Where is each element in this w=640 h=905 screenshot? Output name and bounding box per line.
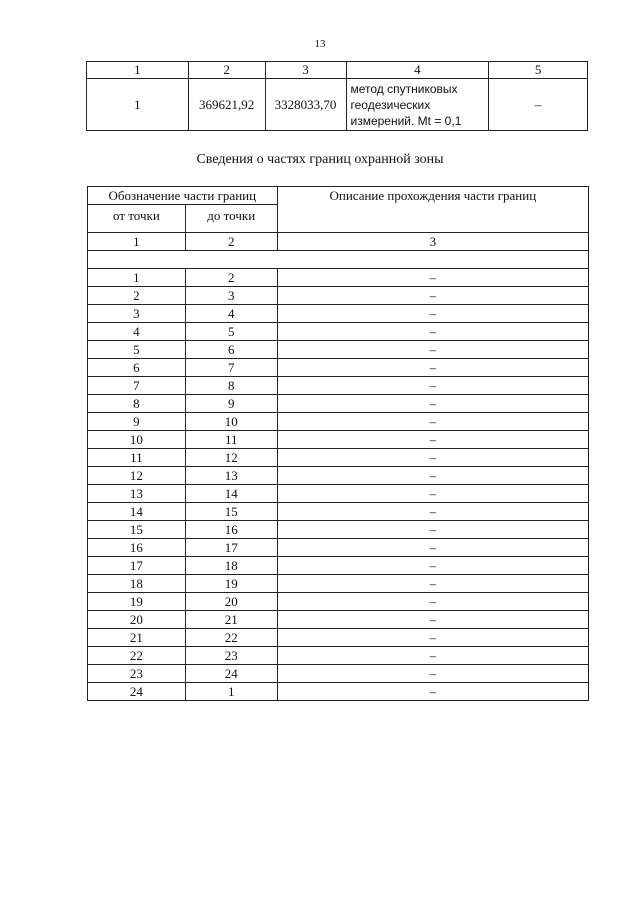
description-cell: –	[277, 647, 588, 665]
from-point-cell: 18	[88, 575, 186, 593]
from-point-cell: 19	[88, 593, 186, 611]
description-cell: –	[277, 503, 588, 521]
description-cell: –	[277, 683, 588, 701]
table-row	[88, 323, 589, 341]
from-point-cell: 6	[88, 359, 186, 377]
from-point-cell: 2	[88, 287, 186, 305]
table-row	[88, 413, 589, 431]
description-cell: –	[277, 341, 588, 359]
table-row	[88, 485, 589, 503]
to-point-cell: 15	[185, 503, 277, 521]
table-row	[88, 629, 589, 647]
from-point-cell: 16	[88, 539, 186, 557]
column-number-row	[88, 233, 589, 251]
to-point-cell: 24	[185, 665, 277, 683]
from-point-cell: 17	[88, 557, 186, 575]
description-cell: –	[277, 287, 588, 305]
spacer-row	[88, 251, 589, 269]
table-row	[88, 611, 589, 629]
to-point-cell: 5	[185, 323, 277, 341]
section-title: Сведения о частях границ охранной зоны	[196, 152, 444, 167]
from-point-cell: 21	[88, 629, 186, 647]
coord-header-cell: 3	[265, 62, 346, 79]
from-point-cell: 5	[88, 341, 186, 359]
description-cell: –	[277, 593, 588, 611]
to-point-cell: 12	[185, 449, 277, 467]
table-row	[88, 269, 589, 287]
description-cell: –	[277, 539, 588, 557]
description-cell: –	[277, 575, 588, 593]
from-point-cell: 3	[88, 305, 186, 323]
table-row	[88, 467, 589, 485]
to-point-cell: 3	[185, 287, 277, 305]
table-row	[88, 395, 589, 413]
table-row	[88, 503, 589, 521]
point-number: 1	[87, 79, 189, 131]
from-point-cell: 4	[88, 323, 186, 341]
coordinates-header-row	[87, 62, 588, 79]
to-point-cell: 8	[185, 377, 277, 395]
table-row	[88, 683, 589, 701]
description-cell: –	[277, 629, 588, 647]
coordinate-x: 369621,92	[188, 79, 265, 131]
description-cell: –	[277, 305, 588, 323]
from-point-cell: 22	[88, 647, 186, 665]
from-point-cell: 9	[88, 413, 186, 431]
table-row	[88, 431, 589, 449]
page-number: 13	[314, 38, 326, 50]
spacer-cell	[88, 251, 589, 269]
table-row	[88, 287, 589, 305]
description-cell: –	[277, 395, 588, 413]
description-cell: –	[277, 449, 588, 467]
to-point-cell: 18	[185, 557, 277, 575]
note-cell: –	[489, 79, 588, 131]
table-row	[88, 341, 589, 359]
coord-header-cell: 4	[346, 62, 489, 79]
table-row	[88, 647, 589, 665]
to-point-cell: 2	[185, 269, 277, 287]
to-point-cell: 7	[185, 359, 277, 377]
coordinate-y: 3328033,70	[265, 79, 346, 131]
description-cell: –	[277, 485, 588, 503]
table-row	[88, 665, 589, 683]
col-number-cell: 1	[88, 233, 186, 251]
method-line: геодезических	[350, 97, 431, 112]
from-point-cell: 20	[88, 611, 186, 629]
table-row	[88, 377, 589, 395]
description-cell: –	[277, 611, 588, 629]
to-point-cell: 19	[185, 575, 277, 593]
to-point-cell: 10	[185, 413, 277, 431]
to-point-cell: 20	[185, 593, 277, 611]
coord-header-cell: 1	[87, 62, 189, 79]
header-to-cell: до точки	[185, 205, 277, 233]
description-cell: –	[277, 413, 588, 431]
header-description-cell: Описание прохождения части границ	[277, 187, 588, 233]
to-point-cell: 9	[185, 395, 277, 413]
from-point-cell: 7	[88, 377, 186, 395]
description-cell: –	[277, 359, 588, 377]
coordinates-table	[86, 61, 588, 131]
to-point-cell: 11	[185, 431, 277, 449]
col-number-cell: 3	[277, 233, 588, 251]
header-group-cell: Обозначение части границ	[88, 187, 278, 205]
to-point-cell: 13	[185, 467, 277, 485]
table-row	[88, 359, 589, 377]
table-row	[88, 449, 589, 467]
coordinates-data-row	[87, 79, 588, 131]
method-description	[346, 79, 489, 131]
to-point-cell: 6	[185, 341, 277, 359]
to-point-cell: 23	[185, 647, 277, 665]
to-point-cell: 14	[185, 485, 277, 503]
to-point-cell: 21	[185, 611, 277, 629]
method-line: измерений. Mt = 0,1	[350, 113, 462, 128]
boundary-parts-table	[87, 186, 589, 701]
from-point-cell: 1	[88, 269, 186, 287]
col-number-cell: 2	[185, 233, 277, 251]
to-point-cell: 16	[185, 521, 277, 539]
table-row	[88, 593, 589, 611]
from-point-cell: 24	[88, 683, 186, 701]
coord-header-cell: 2	[188, 62, 265, 79]
description-cell: –	[277, 557, 588, 575]
to-point-cell: 1	[185, 683, 277, 701]
from-point-cell: 12	[88, 467, 186, 485]
from-point-cell: 23	[88, 665, 186, 683]
header-from-cell: от точки	[88, 205, 186, 233]
method-line: метод спутниковых	[350, 81, 458, 96]
to-point-cell: 4	[185, 305, 277, 323]
from-point-cell: 11	[88, 449, 186, 467]
from-point-cell: 13	[88, 485, 186, 503]
table-row	[88, 521, 589, 539]
table-row	[88, 305, 589, 323]
from-point-cell: 14	[88, 503, 186, 521]
from-point-cell: 15	[88, 521, 186, 539]
to-point-cell: 22	[185, 629, 277, 647]
description-cell: –	[277, 431, 588, 449]
table-row	[88, 539, 589, 557]
description-cell: –	[277, 323, 588, 341]
description-cell: –	[277, 377, 588, 395]
description-cell: –	[277, 269, 588, 287]
description-cell: –	[277, 467, 588, 485]
description-cell: –	[277, 521, 588, 539]
from-point-cell: 8	[88, 395, 186, 413]
coord-header-cell: 5	[489, 62, 588, 79]
header-row-group	[88, 187, 589, 205]
table-row	[88, 575, 589, 593]
to-point-cell: 17	[185, 539, 277, 557]
description-cell: –	[277, 665, 588, 683]
from-point-cell: 10	[88, 431, 186, 449]
table-row	[88, 557, 589, 575]
